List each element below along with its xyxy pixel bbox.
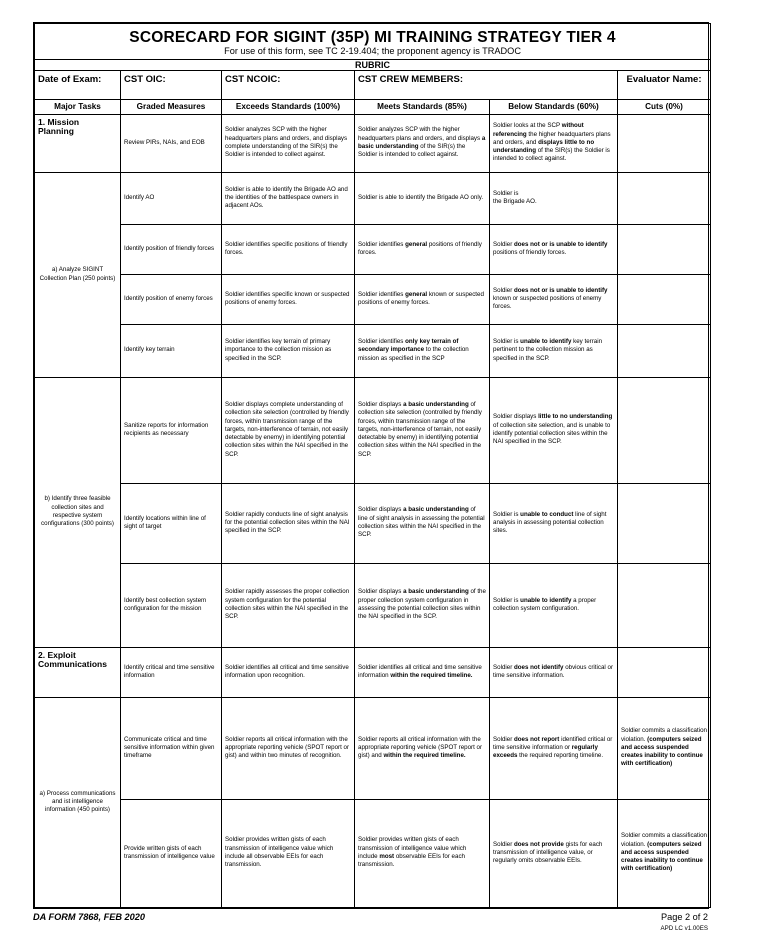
meets-cell: Soldier analyzes SCP with the higher headquarters plans and orders, and displays a basic understanding of the SIR(s) the Soldier is intended to collect against. (355, 114, 490, 172)
table-row (35, 324, 711, 377)
cuts-cell[interactable] (618, 563, 711, 647)
meets-cell: Soldier identifies only key terrain of secondary importance to the collection mission as specified in the SCP (355, 324, 490, 377)
table-row (35, 799, 711, 907)
graded-measure: Review PIRs, NAIs, and EOB (121, 114, 222, 172)
exceeds-cell: Soldier provides written gists of each transmission of intelligence value which include all observable EEIs for each transmission. (222, 799, 355, 907)
table-row (35, 647, 711, 697)
meets-cell: Soldier displays a basic understanding of the proper collection system configuration in assessing the potential collection sites within the NAI specified in the SCP. (355, 563, 490, 647)
table-row (35, 172, 711, 224)
meets-cell: Soldier is able to identify the Brigade AO only. (355, 172, 490, 224)
table-row (35, 114, 711, 172)
cst-ncoic-field[interactable]: CST NCOIC: (222, 71, 355, 100)
exceeds-cell: Soldier is able to identify the Brigade AO and the identities of the battlespace owners in adjacent AOs. (222, 172, 355, 224)
cuts-cell[interactable] (618, 483, 711, 563)
below-cell: Soldier is unable to identify a proper collection system configuration. (490, 563, 618, 647)
exceeds-cell: Soldier rapidly assesses the proper collection system configuration for the potential collection sites within the NAI specified in the SCP. (222, 563, 355, 647)
exceeds-cell: Soldier identifies all critical and time sensitive information upon recognition. (222, 647, 355, 697)
below-cell: Soldier looks at the SCP without referencing the higher headquarters plans and orders, and displays little to no understanding of the SIR(s) the Soldier is intended to collect against. (490, 114, 618, 172)
meets-cell: Soldier reports all critical information with the appropriate reporting vehicle (SPOT report or gist) and within the required timeline. (355, 697, 490, 799)
meets-cell: Soldier identifies general positions of friendly forces. (355, 224, 490, 274)
cuts-cell[interactable] (618, 224, 711, 274)
table-row (35, 697, 711, 799)
graded-measure: Identify position of friendly forces (121, 224, 222, 274)
exceeds-cell: Soldier identifies key terrain of primary importance to the collection mission as specified in the SCP. (222, 324, 355, 377)
graded-measure: Identify key terrain (121, 324, 222, 377)
cuts-cell: Soldier commits a classification violation. (computers seized and access suspended creates inability to continue with certification) (618, 697, 711, 799)
cuts-cell[interactable] (618, 114, 711, 172)
cuts-cell: Soldier commits a classification violation. (computers seized and access suspended creates inability to continue with certification) (618, 799, 711, 907)
table-row (35, 377, 711, 483)
below-cell: Soldier does not or is unable to identify positions of friendly forces. (490, 224, 618, 274)
graded-measure: Sanitize reports for information recipients as necessary (121, 377, 222, 483)
graded-measure: Communicate critical and time sensitive information within given timeframe (121, 697, 222, 799)
graded-measure: Identify best collection system configuration for the mission (121, 563, 222, 647)
date-of-exam-field[interactable]: Date of Exam: (35, 71, 121, 100)
meets-cell: Soldier identifies all critical and time sensitive information within the required timeline. (355, 647, 490, 697)
cuts-cell[interactable] (618, 274, 711, 324)
form-subtitle: For use of this form, see TC 2-19.404; the proponent agency is TRADOC (224, 45, 521, 56)
exceeds-cell: Soldier identifies specific known or suspected positions of enemy forces. (222, 274, 355, 324)
task-1-title: 1. Mission Planning (35, 114, 121, 172)
cuts-cell[interactable] (618, 377, 711, 483)
below-cell: Soldier does not provide gists for each transmission of intelligence value, or regularly omits observable EEIs. (490, 799, 618, 907)
table-row (35, 483, 711, 563)
col-cuts: Cuts (0%) (618, 100, 711, 115)
below-cell: Soldier does not report identified critical or time sensitive information or regularly exceeds the required reporting timeline. (490, 697, 618, 799)
below-cell: Soldier displays little to no understanding of collection site selection, and is unable to identify potential collection sites within the NAI specified in the SCP. (490, 377, 618, 483)
task-2-title: 2. Exploit Communications (35, 647, 121, 697)
below-cell: Soldier is unable to conduct line of sight analysis in assessing potential collection sites. (490, 483, 618, 563)
apd-code: APD LC v1.00ES (660, 925, 708, 932)
task-1b-label: b) Identify three feasible collection sites and respective system configurations (300 points) (35, 377, 121, 647)
meets-cell: Soldier displays a basic understanding of collection site selection (controlled by friendly forces, within transmission range of the targets, non-interference of terrain, not easily detectable by enemy) in identifying potential collection sites within the NAI specified in the SCP. (355, 377, 490, 483)
table-row (35, 274, 711, 324)
title-block (35, 24, 711, 60)
task-1a-label: a) Analyze SIGINT Collection Plan (250 points) (35, 172, 121, 377)
exceeds-cell: Soldier displays complete understanding of collection site selection (controlled by friendly forces, within transmission range of the targets, non-interference of terrain, not easily detectable by enemy) in identifying potential collection sites within the NAI specified in the SCP. (222, 377, 355, 483)
exceeds-cell: Soldier analyzes SCP with the higher headquarters plans and orders, and displays complete understanding of the SIR(s) the Soldier is intended to collect against. (222, 114, 355, 172)
rubric-label: RUBRIC (35, 60, 711, 71)
task-2a-label: a) Process communications and ist intelligence information (450 points) (35, 697, 121, 907)
form-number: DA FORM 7868, FEB 2020 (33, 912, 145, 922)
cuts-cell[interactable] (618, 324, 711, 377)
meets-cell: Soldier identifies general known or suspected positions of enemy forces. (355, 274, 490, 324)
cuts-cell[interactable] (618, 172, 711, 224)
below-cell: Soldier is the Brigade AO. (490, 172, 618, 224)
evaluator-name-field[interactable]: Evaluator Name: (618, 71, 711, 100)
form-title: SCORECARD FOR SIGINT (35P) MI TRAINING STRATEGY TIER 4 (129, 28, 616, 46)
meets-cell: Soldier provides written gists of each transmission of intelligence value which include most observable EEIs for each transmission. (355, 799, 490, 907)
cuts-cell[interactable] (618, 647, 711, 697)
graded-measure: Identify AO (121, 172, 222, 224)
graded-measure: Identify position of enemy forces (121, 274, 222, 324)
meets-cell: Soldier displays a basic understanding of line of sight analysis in assessing the potential collection sites within the NAI specified in the SCP. (355, 483, 490, 563)
table-row (35, 224, 711, 274)
page-number: Page 2 of 2 (661, 912, 708, 922)
below-cell: Soldier does not or is unable to identify known or suspected positions of enemy forces. (490, 274, 618, 324)
graded-measure: Identify locations within line of sight of target (121, 483, 222, 563)
col-major-tasks: Major Tasks (35, 100, 121, 115)
below-cell: Soldier does not identify obvious critical or time sensitive information. (490, 647, 618, 697)
col-exceeds: Exceeds Standards (100%) (222, 100, 355, 115)
graded-measure: Identify critical and time sensitive information (121, 647, 222, 697)
col-meets: Meets Standards (85%) (355, 100, 490, 115)
cst-crew-members-field[interactable]: CST CREW MEMBERS: (355, 71, 618, 100)
exceeds-cell: Soldier identifies specific positions of friendly forces. (222, 224, 355, 274)
scorecard-form (33, 22, 709, 909)
table-row (35, 563, 711, 647)
col-below: Below Standards (60%) (490, 100, 618, 115)
scorecard-table (34, 23, 711, 908)
exceeds-cell: Soldier reports all critical information with the appropriate reporting vehicle (SPOT report or gist) and within two minutes of recognition. (222, 697, 355, 799)
graded-measure: Provide written gists of each transmission of intelligence value (121, 799, 222, 907)
exceeds-cell: Soldier rapidly conducts line of sight analysis for the potential collection sites within the NAI specified in the SCP. (222, 483, 355, 563)
cst-oic-field[interactable]: CST OIC: (121, 71, 222, 100)
below-cell: Soldier is unable to identify key terrain pertinent to the collection mission as specified in the SCP. (490, 324, 618, 377)
col-graded-measures: Graded Measures (121, 100, 222, 115)
